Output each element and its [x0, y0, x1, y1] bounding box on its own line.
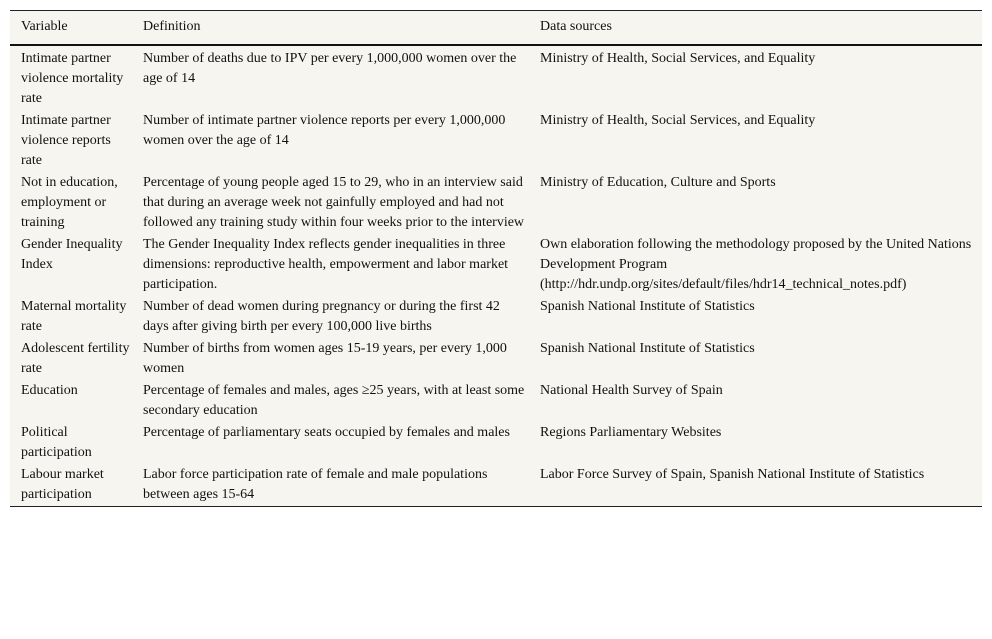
definition-cell: Percentage of females and males, ages ≥25 years, with at least some secondary education: [143, 383, 525, 418]
variable-cell: Political participation: [21, 425, 92, 460]
data-sources-cell: Labor Force Survey of Spain, Spanish National Institute of Statistics: [540, 467, 925, 482]
data-sources-cell: Spanish National Institute of Statistics: [540, 299, 755, 314]
data-sources-cell: Ministry of Education, Culture and Sports: [540, 175, 776, 190]
variable-cell: Labour market participation: [21, 467, 104, 502]
definition-cell: Number of deaths due to IPV per every 1,000,000 women over the age of 14: [143, 51, 517, 86]
table-row: [10, 338, 982, 380]
variable-cell: Intimate partner violence mortality rate: [21, 51, 124, 106]
variables-table-container: [10, 10, 982, 507]
table-header-row: [10, 11, 982, 46]
header-definition: Definition: [143, 19, 201, 34]
table-row: [10, 234, 982, 296]
variable-cell: Not in education, employment or training: [21, 175, 118, 230]
table-row: [10, 464, 982, 507]
variable-cell: Intimate partner violence reports rate: [21, 113, 111, 168]
header-variable: Variable: [21, 19, 68, 34]
data-sources-cell: Ministry of Health, Social Services, and Equality: [540, 51, 816, 66]
table-row: [10, 45, 982, 110]
table-row: [10, 172, 982, 234]
variable-cell: Maternal mortality rate: [21, 299, 127, 334]
variable-cell: Gender Inequality Index: [21, 237, 123, 272]
data-sources-cell: Spanish National Institute of Statistics: [540, 341, 755, 356]
header-data-sources: Data sources: [540, 19, 612, 34]
definition-cell: Percentage of young people aged 15 to 29, who in an interview said that during an average week not gainfully employed and had not followed any training study within four weeks prior to the interview: [143, 175, 525, 230]
table-row: [10, 422, 982, 464]
definition-cell: Labor force participation rate of female and male populations between ages 15-64: [143, 467, 488, 502]
variable-cell: Adolescent fertility rate: [21, 341, 130, 376]
data-sources-cell: Own elaboration following the methodology proposed by the United Nations Development Program (http://hdr.undp.org/sites/default/files/hdr14_technical_notes.pdf): [540, 237, 972, 292]
definition-cell: Number of births from women ages 15-19 years, per every 1,000 women: [143, 341, 507, 376]
definition-cell: The Gender Inequality Index reflects gender inequalities in three dimensions: reproductive health, empowerment and labor market participation.: [143, 237, 509, 292]
data-sources-cell: Regions Parliamentary Websites: [540, 425, 722, 440]
definition-cell: Number of intimate partner violence reports per every 1,000,000 women over the age of 14: [143, 113, 506, 148]
variable-cell: Education: [21, 383, 78, 398]
variables-table: [10, 10, 982, 507]
table-row: [10, 296, 982, 338]
table-row: [10, 380, 982, 422]
data-sources-cell: Ministry of Health, Social Services, and Equality: [540, 113, 816, 128]
table-row: [10, 110, 982, 172]
definition-cell: Percentage of parliamentary seats occupied by females and males: [143, 425, 510, 440]
data-sources-cell: National Health Survey of Spain: [540, 383, 723, 398]
definition-cell: Number of dead women during pregnancy or during the first 42 days after giving birth per every 100,000 live births: [143, 299, 500, 334]
